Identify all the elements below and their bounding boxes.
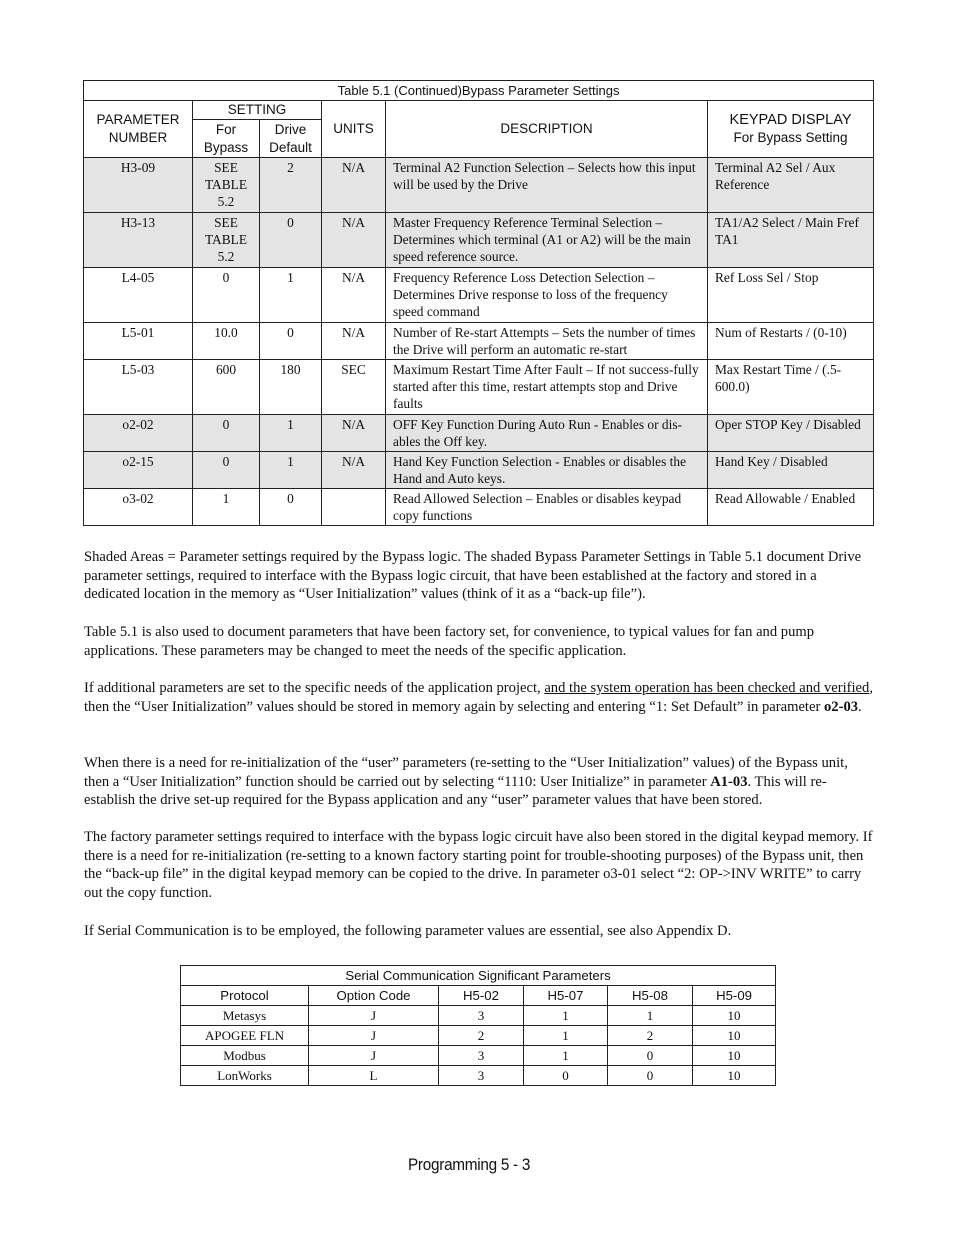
- paragraph-keypad-memory: The factory parameter settings required to interface with the bypass logic circuit have also been stored in the digital keypad memory. If there is a need for re-initialization (re-setting to a known factory starting point for trouble-shooting purposes) of the Bypass unit, then the “back-up file” in the digital keypad memory can be copied to the drive. In parameter o3-01 select “2: OP->INV WRITE” to carry out the copy function.: [84, 829, 873, 901]
- cell-protocol: APOGEE FLN: [181, 1026, 309, 1046]
- cell-keypad: Oper STOP Key / Disabled: [708, 415, 874, 452]
- cell-default: 1: [260, 415, 322, 452]
- table-row: [84, 268, 874, 323]
- paragraph-factory-set: Table 5.1 is also used to document parameters that have been factory set, for convenience, to typical values for fan and pump applications. These parameters may be changed to meet the needs of the specific application.: [84, 624, 815, 659]
- cell-h5-08: 2: [608, 1026, 693, 1046]
- header-keypad-line1: KEYPAD DISPLAY: [729, 112, 852, 128]
- cell-h5-08: 0: [608, 1046, 693, 1066]
- table-row: [181, 1046, 776, 1066]
- cell-bypass: 0: [193, 415, 260, 452]
- cell-description: Hand Key Function Selection - Enables or disables the Hand and Auto keys.: [386, 452, 708, 489]
- cell-option-code: J: [309, 1026, 439, 1046]
- cell-description: Number of Re-start Attempts – Sets the number of times the Drive will perform an automatic re-start: [386, 323, 708, 360]
- cell-units: N/A: [322, 268, 386, 323]
- cell-param: H3-09: [84, 158, 193, 213]
- cell-units: [322, 489, 386, 526]
- paragraph-user-initialization: [84, 679, 874, 716]
- cell-keypad: Terminal A2 Sel / Aux Reference: [708, 158, 874, 213]
- cell-bypass: 600: [193, 360, 260, 415]
- serial-header-h5-09: H5-09: [693, 986, 776, 1006]
- cell-units: N/A: [322, 323, 386, 360]
- cell-param: o2-02: [84, 415, 193, 452]
- cell-bypass: 1: [193, 489, 260, 526]
- cell-keypad: Max Restart Time / (.5-600.0): [708, 360, 874, 415]
- cell-h5-02: 3: [439, 1006, 524, 1026]
- header-parameter-number: PARAMETER NUMBER: [84, 101, 193, 158]
- serial-header-option-code: Option Code: [309, 986, 439, 1006]
- cell-h5-02: 3: [439, 1066, 524, 1086]
- underlined-text: and the system operation has been checked and verified: [544, 680, 870, 696]
- serial-header-protocol: Protocol: [181, 986, 309, 1006]
- cell-units: N/A: [322, 452, 386, 489]
- cell-default: 1: [260, 452, 322, 489]
- table-row: [84, 323, 874, 360]
- cell-default: 180: [260, 360, 322, 415]
- cell-protocol: Metasys: [181, 1006, 309, 1026]
- cell-description: Frequency Reference Loss Detection Selection – Determines Drive response to loss of the frequency speed command: [386, 268, 708, 323]
- cell-h5-07: 1: [524, 1006, 608, 1026]
- cell-h5-09: 10: [693, 1066, 776, 1086]
- cell-param: L5-03: [84, 360, 193, 415]
- cell-keypad: Read Allowable / Enabled: [708, 489, 874, 526]
- cell-units: N/A: [322, 415, 386, 452]
- cell-keypad: Num of Restarts / (0-10): [708, 323, 874, 360]
- cell-default: 2: [260, 158, 322, 213]
- cell-protocol: Modbus: [181, 1046, 309, 1066]
- table-row: [181, 1006, 776, 1026]
- cell-protocol: LonWorks: [181, 1066, 309, 1086]
- cell-option-code: L: [309, 1066, 439, 1086]
- cell-default: 0: [260, 489, 322, 526]
- cell-h5-07: 0: [524, 1066, 608, 1086]
- cell-units: SEC: [322, 360, 386, 415]
- table-row: [84, 489, 874, 526]
- cell-option-code: J: [309, 1006, 439, 1026]
- header-keypad-line2: For Bypass Setting: [733, 130, 848, 145]
- cell-h5-09: 10: [693, 1006, 776, 1026]
- cell-keypad: Hand Key / Disabled: [708, 452, 874, 489]
- cell-h5-08: 0: [608, 1066, 693, 1086]
- cell-bypass: 0: [193, 452, 260, 489]
- parameter-reference: o2-03: [823, 698, 859, 715]
- page-footer: Programming 5 - 3: [408, 1155, 531, 1174]
- text-segment: When there is a need for re-initialization of the “user” parameters (re-setting to the “User Initialization” values) of the Bypass unit, then a “User Initialization” function should be carried out by selecting “1110: User Initialize” in parameter: [84, 755, 848, 790]
- cell-h5-02: 3: [439, 1046, 524, 1066]
- cell-param: L5-01: [84, 323, 193, 360]
- cell-units: N/A: [322, 213, 386, 268]
- serial-header-h5-07: H5-07: [524, 986, 608, 1006]
- cell-param: o3-02: [84, 489, 193, 526]
- table-row: [84, 415, 874, 452]
- cell-bypass: SEE TABLE 5.2: [193, 213, 260, 268]
- parameter-reference: A1-03: [710, 773, 748, 790]
- cell-description: OFF Key Function During Auto Run - Enables or dis-ables the Off key.: [386, 415, 708, 452]
- cell-option-code: J: [309, 1046, 439, 1066]
- cell-h5-08: 1: [608, 1006, 693, 1026]
- table-row: [181, 1026, 776, 1046]
- text-segment: If additional parameters are set to the specific needs of the application project,: [84, 680, 545, 696]
- cell-bypass: 10.0: [193, 323, 260, 360]
- header-for-bypass: For Bypass: [193, 120, 260, 158]
- table-row: [84, 452, 874, 489]
- serial-header-h5-02: H5-02: [439, 986, 524, 1006]
- cell-default: 0: [260, 213, 322, 268]
- cell-bypass: SEE TABLE 5.2: [193, 158, 260, 213]
- header-units: UNITS: [322, 101, 386, 158]
- header-setting: SETTING: [193, 101, 322, 120]
- paragraph-serial-communication: If Serial Communication is to be employed, the following parameter values are essential, see also Appendix D.: [84, 923, 732, 939]
- cell-keypad: TA1/A2 Select / Main Fref TA1: [708, 213, 874, 268]
- table-row: [84, 213, 874, 268]
- cell-param: H3-13: [84, 213, 193, 268]
- text-segment: . This will re-establish the drive set-up required for the Bypass application and any “user” parameter values that have been stored.: [84, 773, 827, 808]
- bypass-parameter-table: [83, 80, 874, 526]
- serial-communication-table: [180, 965, 776, 1086]
- cell-default: 1: [260, 268, 322, 323]
- cell-bypass: 0: [193, 268, 260, 323]
- header-keypad-display: [708, 101, 874, 158]
- table-caption: Table 5.1 (Continued)Bypass Parameter Settings: [84, 81, 874, 101]
- cell-h5-09: 10: [693, 1026, 776, 1046]
- cell-h5-07: 1: [524, 1026, 608, 1046]
- table-row: [181, 1066, 776, 1086]
- header-description: DESCRIPTION: [386, 101, 708, 158]
- cell-h5-02: 2: [439, 1026, 524, 1046]
- header-drive-default: Drive Default: [260, 120, 322, 158]
- serial-header-h5-08: H5-08: [608, 986, 693, 1006]
- text-segment: .: [858, 698, 862, 715]
- text-segment: , then the “User Initialization” values should be stored in memory again by selecting and entering “1: Set Default” in parameter: [84, 680, 873, 715]
- serial-table-caption: Serial Communication Significant Parameters: [181, 966, 776, 986]
- cell-description: Master Frequency Reference Terminal Selection – Determines which terminal (A1 or A2) will be the main speed reference source.: [386, 213, 708, 268]
- cell-param: o2-15: [84, 452, 193, 489]
- cell-units: N/A: [322, 158, 386, 213]
- cell-param: L4-05: [84, 268, 193, 323]
- cell-h5-07: 1: [524, 1046, 608, 1066]
- cell-description: Terminal A2 Function Selection – Selects how this input will be used by the Drive: [386, 158, 708, 213]
- paragraph-re-initialization: [84, 754, 874, 810]
- table-row: [84, 360, 874, 415]
- cell-description: Read Allowed Selection – Enables or disables keypad copy functions: [386, 489, 708, 526]
- cell-h5-09: 10: [693, 1046, 776, 1066]
- cell-description: Maximum Restart Time After Fault – If not success-fully started after this time, restart attempts stop and Drive faults: [386, 360, 708, 415]
- cell-default: 0: [260, 323, 322, 360]
- table-row: [84, 158, 874, 213]
- paragraph-shaded-areas: Shaded Areas = Parameter settings required by the Bypass logic. The shaded Bypass Parameter Settings in Table 5.1 document Drive parameter settings, required to interface with the Bypass logic circuit, that have been established at the factory and stored in a dedicated location in the memory as “User Initialization” values (think of it as a “back-up file”).: [84, 549, 862, 602]
- cell-keypad: Ref Loss Sel / Stop: [708, 268, 874, 323]
